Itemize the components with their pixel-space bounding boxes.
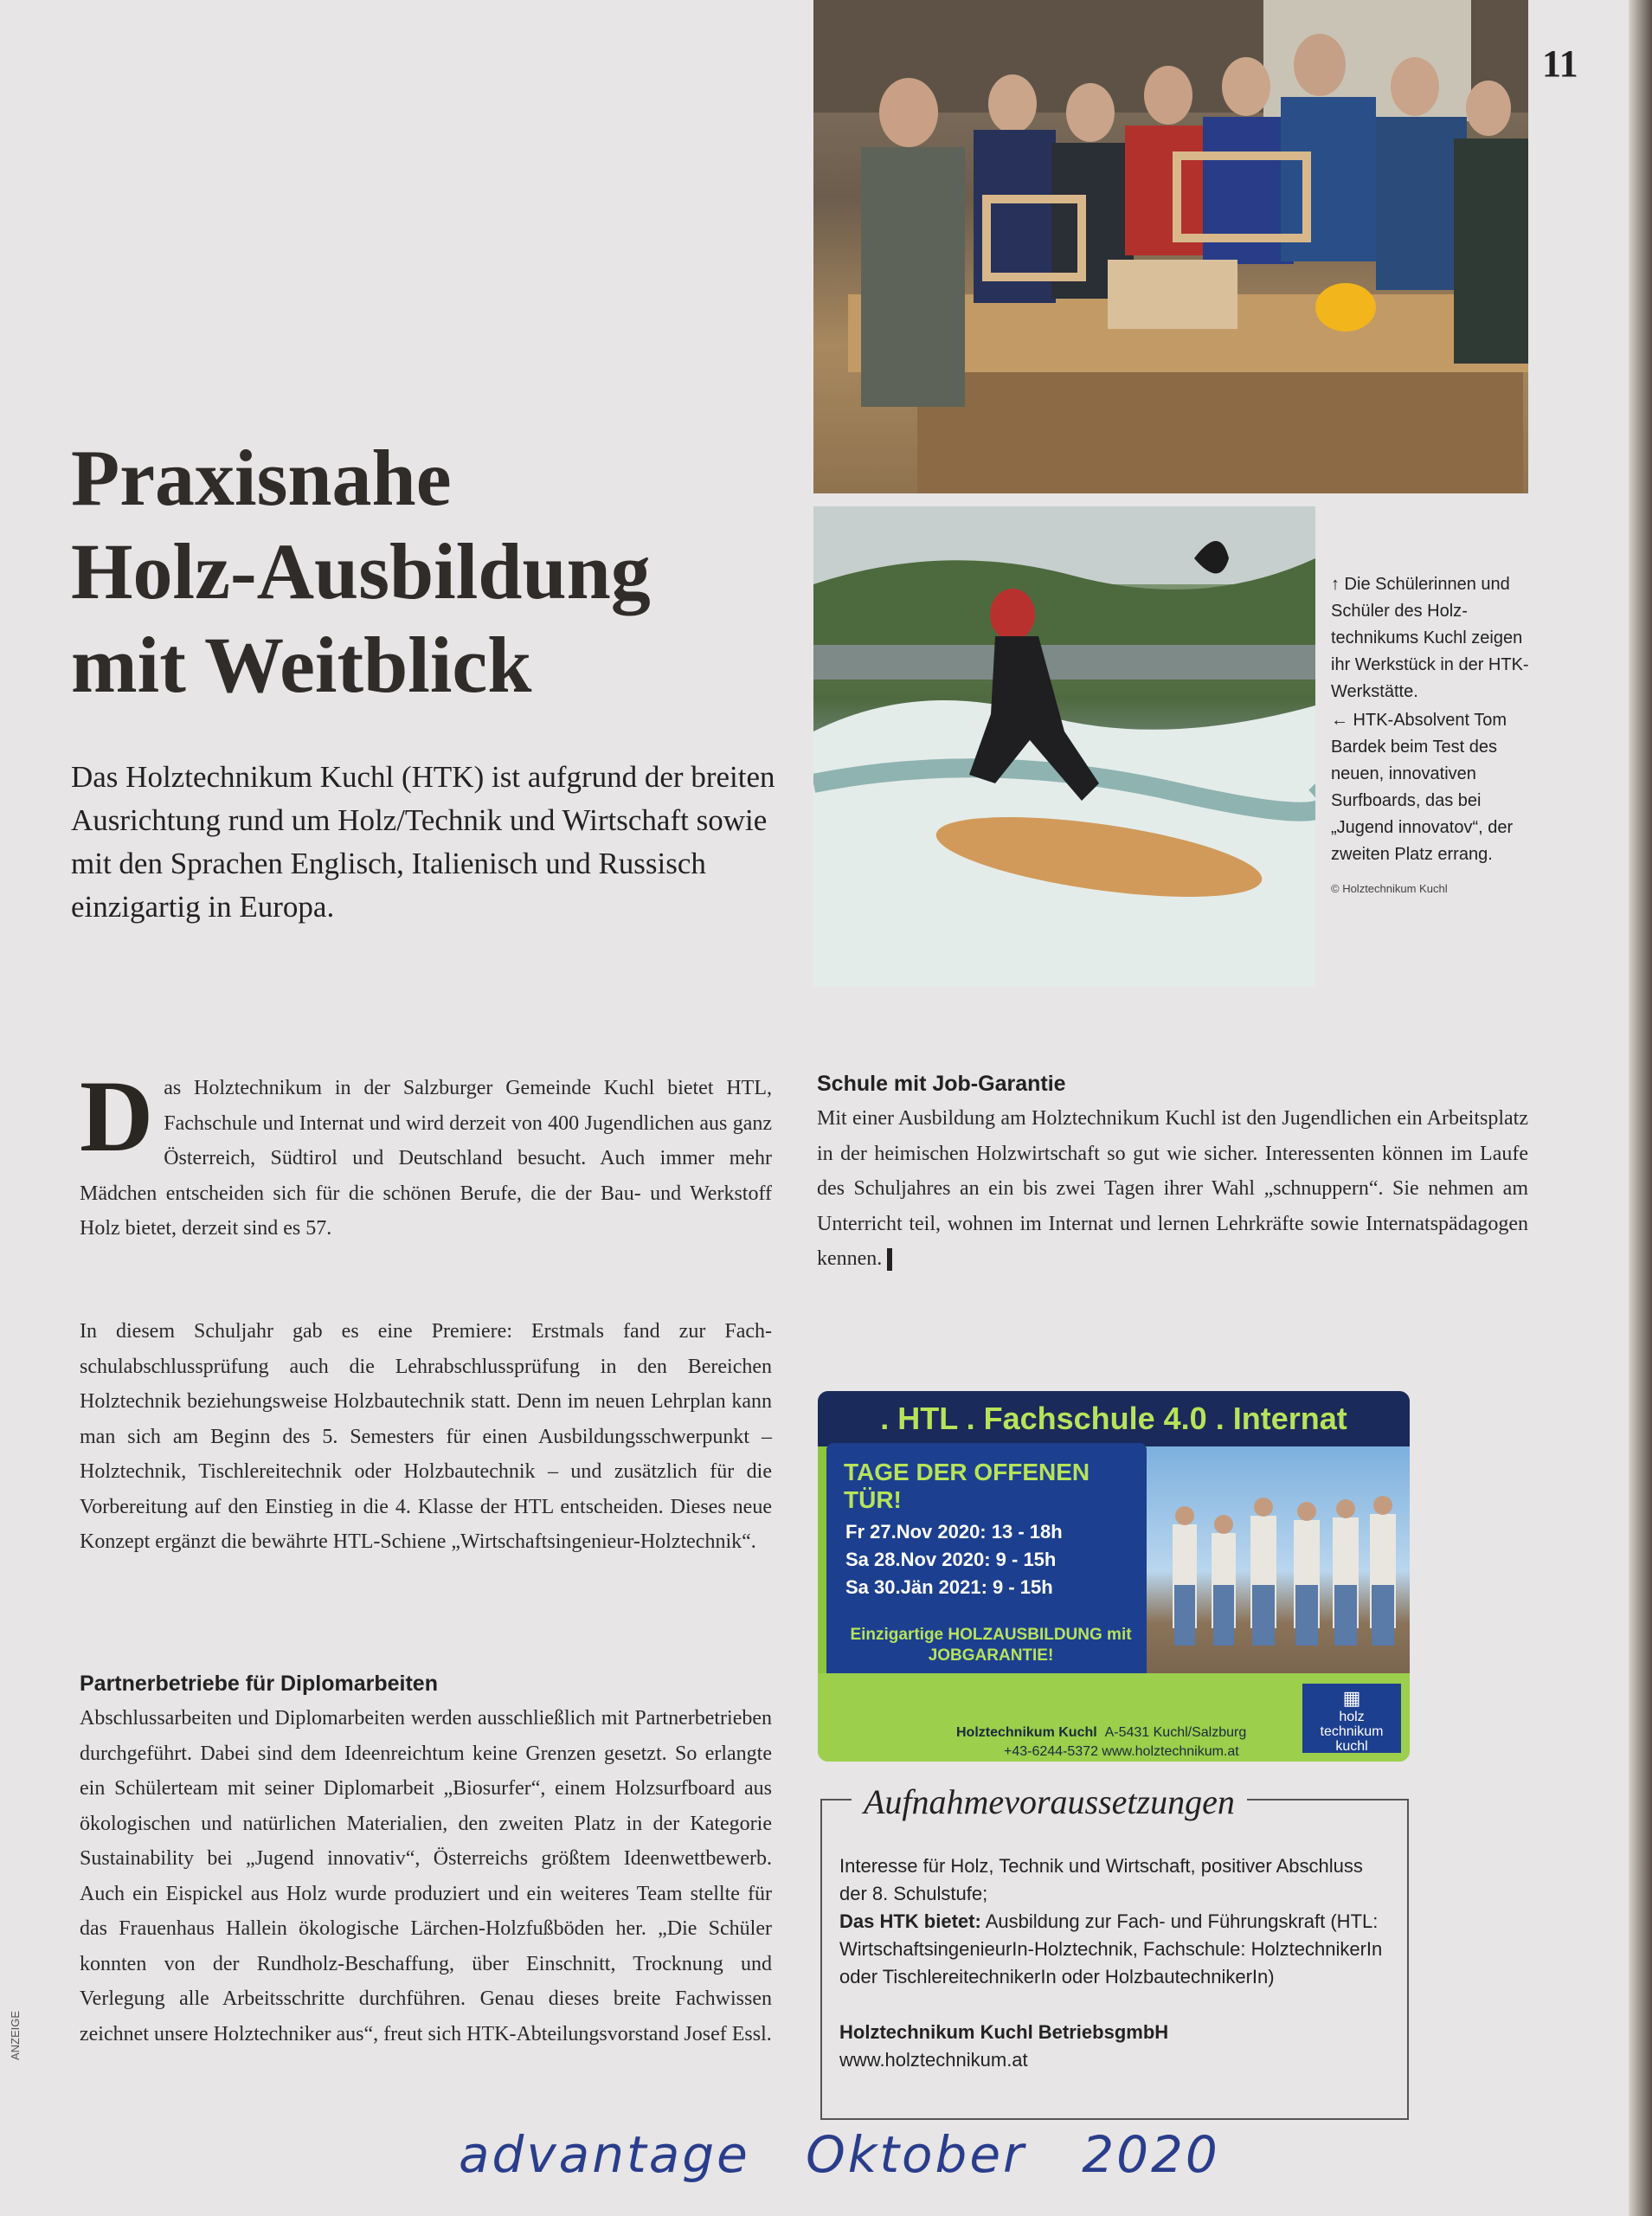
page-number: 11	[1542, 42, 1578, 85]
body-paragraph-3: Abschlussarbeiten und Diplomarbeiten werden ausschließlich mit Partnerbetrieben durchgeführt. Dabei sind dem Ideenreichtum keine Grenzen gesetzt. So erlangte ein Schülerteam mit seiner Diplomarbeit „Biosurfer“, einem Holzsurfboard aus ökologischen und natürlichen Materialien, den zweiten Platz in der Kategorie Sustainability bei „Jugend innovativ“, Österreichs größtem Ideenwettbewerb. Auch ein Eispickel aus Holz wurde produziert und ein weiteres Team stellte für das Frauenhaus Hallein ökologische Lärchen-Holzfußböden her. „Die Schüler konnten von der Rundholz-Beschaffung, über Einschnitt, Trocknung und Verlegung alle Arbeitsschritte durchführen. Genau dieses breite Fachwissen zeichnet unsere Holztechniker aus“, freut sich HTK-Abteilungsvorstand Josef Essl.	[80, 1707, 772, 2045]
ad-school-name	[956, 1725, 1246, 1741]
ad-margin-label: ANZEIGE	[9, 2010, 22, 2060]
requirements-offer-text: Ausbildung zur Fach- und Führungskraft (HTL: WirtschaftsingenieurIn-Holztechnik, Fachschule: HolztechnikerIn oder TischlereitechnikerIn oder HolzbautechnikerIn)	[839, 1910, 1383, 1987]
requirements-company: Holztechnikum Kuchl BetriebsgmbH	[839, 2021, 1169, 2043]
headline-line1: Praxisnahe	[71, 434, 452, 522]
logo-grid-icon: ▦	[1342, 1687, 1361, 1709]
ad-dates-panel	[826, 1443, 1147, 1694]
ad-students-photo	[1147, 1446, 1410, 1673]
surf-photo	[813, 506, 1315, 987]
headline	[71, 431, 815, 712]
handwritten-note: advantage Oktober 2020	[459, 2125, 1220, 2184]
dropcap: D	[80, 1060, 154, 1173]
body-section-job	[817, 1066, 1528, 1277]
ad-slogan: Einzigartige HOLZAUSBILDUNG mit JOBGARANTIE!	[850, 1626, 1132, 1665]
ad-date-1: Fr 27.Nov 2020: 13 - 18h	[845, 1521, 1063, 1543]
headline-line2: Holz-Ausbildung	[71, 527, 651, 615]
headline-line3: mit Weitblick	[71, 621, 532, 709]
holztechnikum-logo	[1302, 1684, 1401, 1753]
workshop-photo	[813, 0, 1528, 493]
page-edge	[1629, 0, 1652, 2216]
lead-paragraph: Das Holztechnikum Kuchl (HTK) ist aufgrund der breiten Ausrichtung rund um Holz/Technik und Wirtschaft sowie mit den Sprachen Englisch, Italienisch und Russisch einzigartig in Europa.	[71, 760, 775, 924]
body-paragraph-2: In diesem Schuljahr gab es eine Premiere: Erstmals fand zur Fachschulabschlussprüfung auch die Lehrabschlussprüfung in den Bereichen Holztechnik beziehungsweise Holzbautechnik statt. Denn im neuen Lehrplan kann man sich am Beginn des 5. Semesters für einen Ausbildungsschwerpunkt – Holztechnik, Tischlereitechnik oder Holzbautechnik – und zusätzlich für die Vorbereitung auf den Einstieg in die 4. Klasse der HTL entscheiden. Dieses neue Konzept ergänzt die bewährte HTL-Schiene „Wirtschaftsingenieur-Holztechnik“.	[80, 1320, 772, 1553]
workshop-photo-image	[813, 0, 1528, 493]
requirements-url: www.holztechnikum.at	[839, 2049, 1028, 2071]
ad-footer	[818, 1673, 1410, 1762]
requirements-offer-label: Das HTK bietet:	[839, 1910, 981, 1932]
ad-date-3: Sa 30.Jän 2021: 9 - 15h	[845, 1576, 1053, 1598]
body-p4-text: Mit einer Ausbildung am Holztechnikum Kuchl ist den Jugendlichen ein Arbeitsplatz in der heimischen Holzwirtschaft so gut wie sicher. Interessenten können im Laufe des Schuljahres an ein bis zwei Tagen ihrer Wahl „schnuppern“. Sie nehmen am Unterricht teil, wohnen im Internat und lernen Lehrkräfte sowie Internatspädagogen kennen.	[817, 1107, 1528, 1270]
ad-address: A-5431 Kuchl/Salzburg	[1104, 1725, 1247, 1740]
subhead-partner: Partnerbetriebe für Diplomarbeiten	[80, 1672, 438, 1696]
requirements-box	[820, 1782, 1409, 2120]
requirements-title: Aufnahmevoraussetzungen	[852, 1781, 1247, 1822]
logo-line1: holz	[1339, 1710, 1365, 1724]
body-section-partner	[80, 1666, 772, 2052]
body-p1-text: as Holztechnikum in der Salzburger Gemeinde Kuchl bietet HTL, Fachschule und Internat und wird derzeit von 400 Jugendlichen aus ganz Österreich, Südtirol und Deutschland besucht. Auch immer mehr Mädchen entscheiden sich für die schönen Berufe, die der Bau- und Werkstoff Holz bietet, derzeit sind es 57.	[80, 1077, 772, 1240]
end-mark	[887, 1248, 892, 1271]
ad-contact: +43-6244-5372 www.holztechnikum.at	[1004, 1744, 1239, 1759]
photo-caption	[1331, 571, 1530, 902]
ad-date-2: Sa 28.Nov 2020: 9 - 15h	[845, 1549, 1057, 1570]
requirements-body	[839, 1852, 1393, 2074]
requirements-offer	[839, 1908, 1393, 1991]
surf-photo-image	[813, 506, 1315, 987]
requirements-spacer	[839, 1991, 1393, 2019]
subhead-job: Schule mit Job-Garantie	[817, 1072, 1066, 1096]
ad-banner: . HTL . Fachschule 4.0 . Internat	[818, 1391, 1410, 1446]
logo-line3: kuchl	[1335, 1739, 1368, 1754]
photo-credit: © Holztechnikum Kuchl	[1331, 882, 1448, 895]
open-house-ad	[818, 1391, 1410, 1762]
caption-photo2: ← HTK-Absolvent Tom Bardek beim Test des neuen, innovativen Surfboards, das bei „Jugend innovatov“, der zweiten Platz errang.	[1331, 711, 1514, 864]
body-paragraph-4	[817, 1101, 1528, 1277]
ad-students-image	[1147, 1446, 1410, 1673]
body-paragraph-1	[80, 1060, 772, 1246]
requirements-line1: Interesse für Holz, Technik und Wirtschaft, positiver Abschluss der 8. Schulstufe;	[839, 1855, 1363, 1904]
ad-tage-title: TAGE DER OFFENEN TÜR!	[844, 1459, 1090, 1513]
caption-photo1: ↑ Die Schülerinnen und Schüler des Holztechnikums Kuchl zeigen ihr Werkstück in der HTK-Werkstätte.	[1331, 575, 1529, 701]
logo-line2: technikum	[1320, 1724, 1384, 1739]
ad-name-bold: Holztechnikum Kuchl	[956, 1725, 1097, 1740]
